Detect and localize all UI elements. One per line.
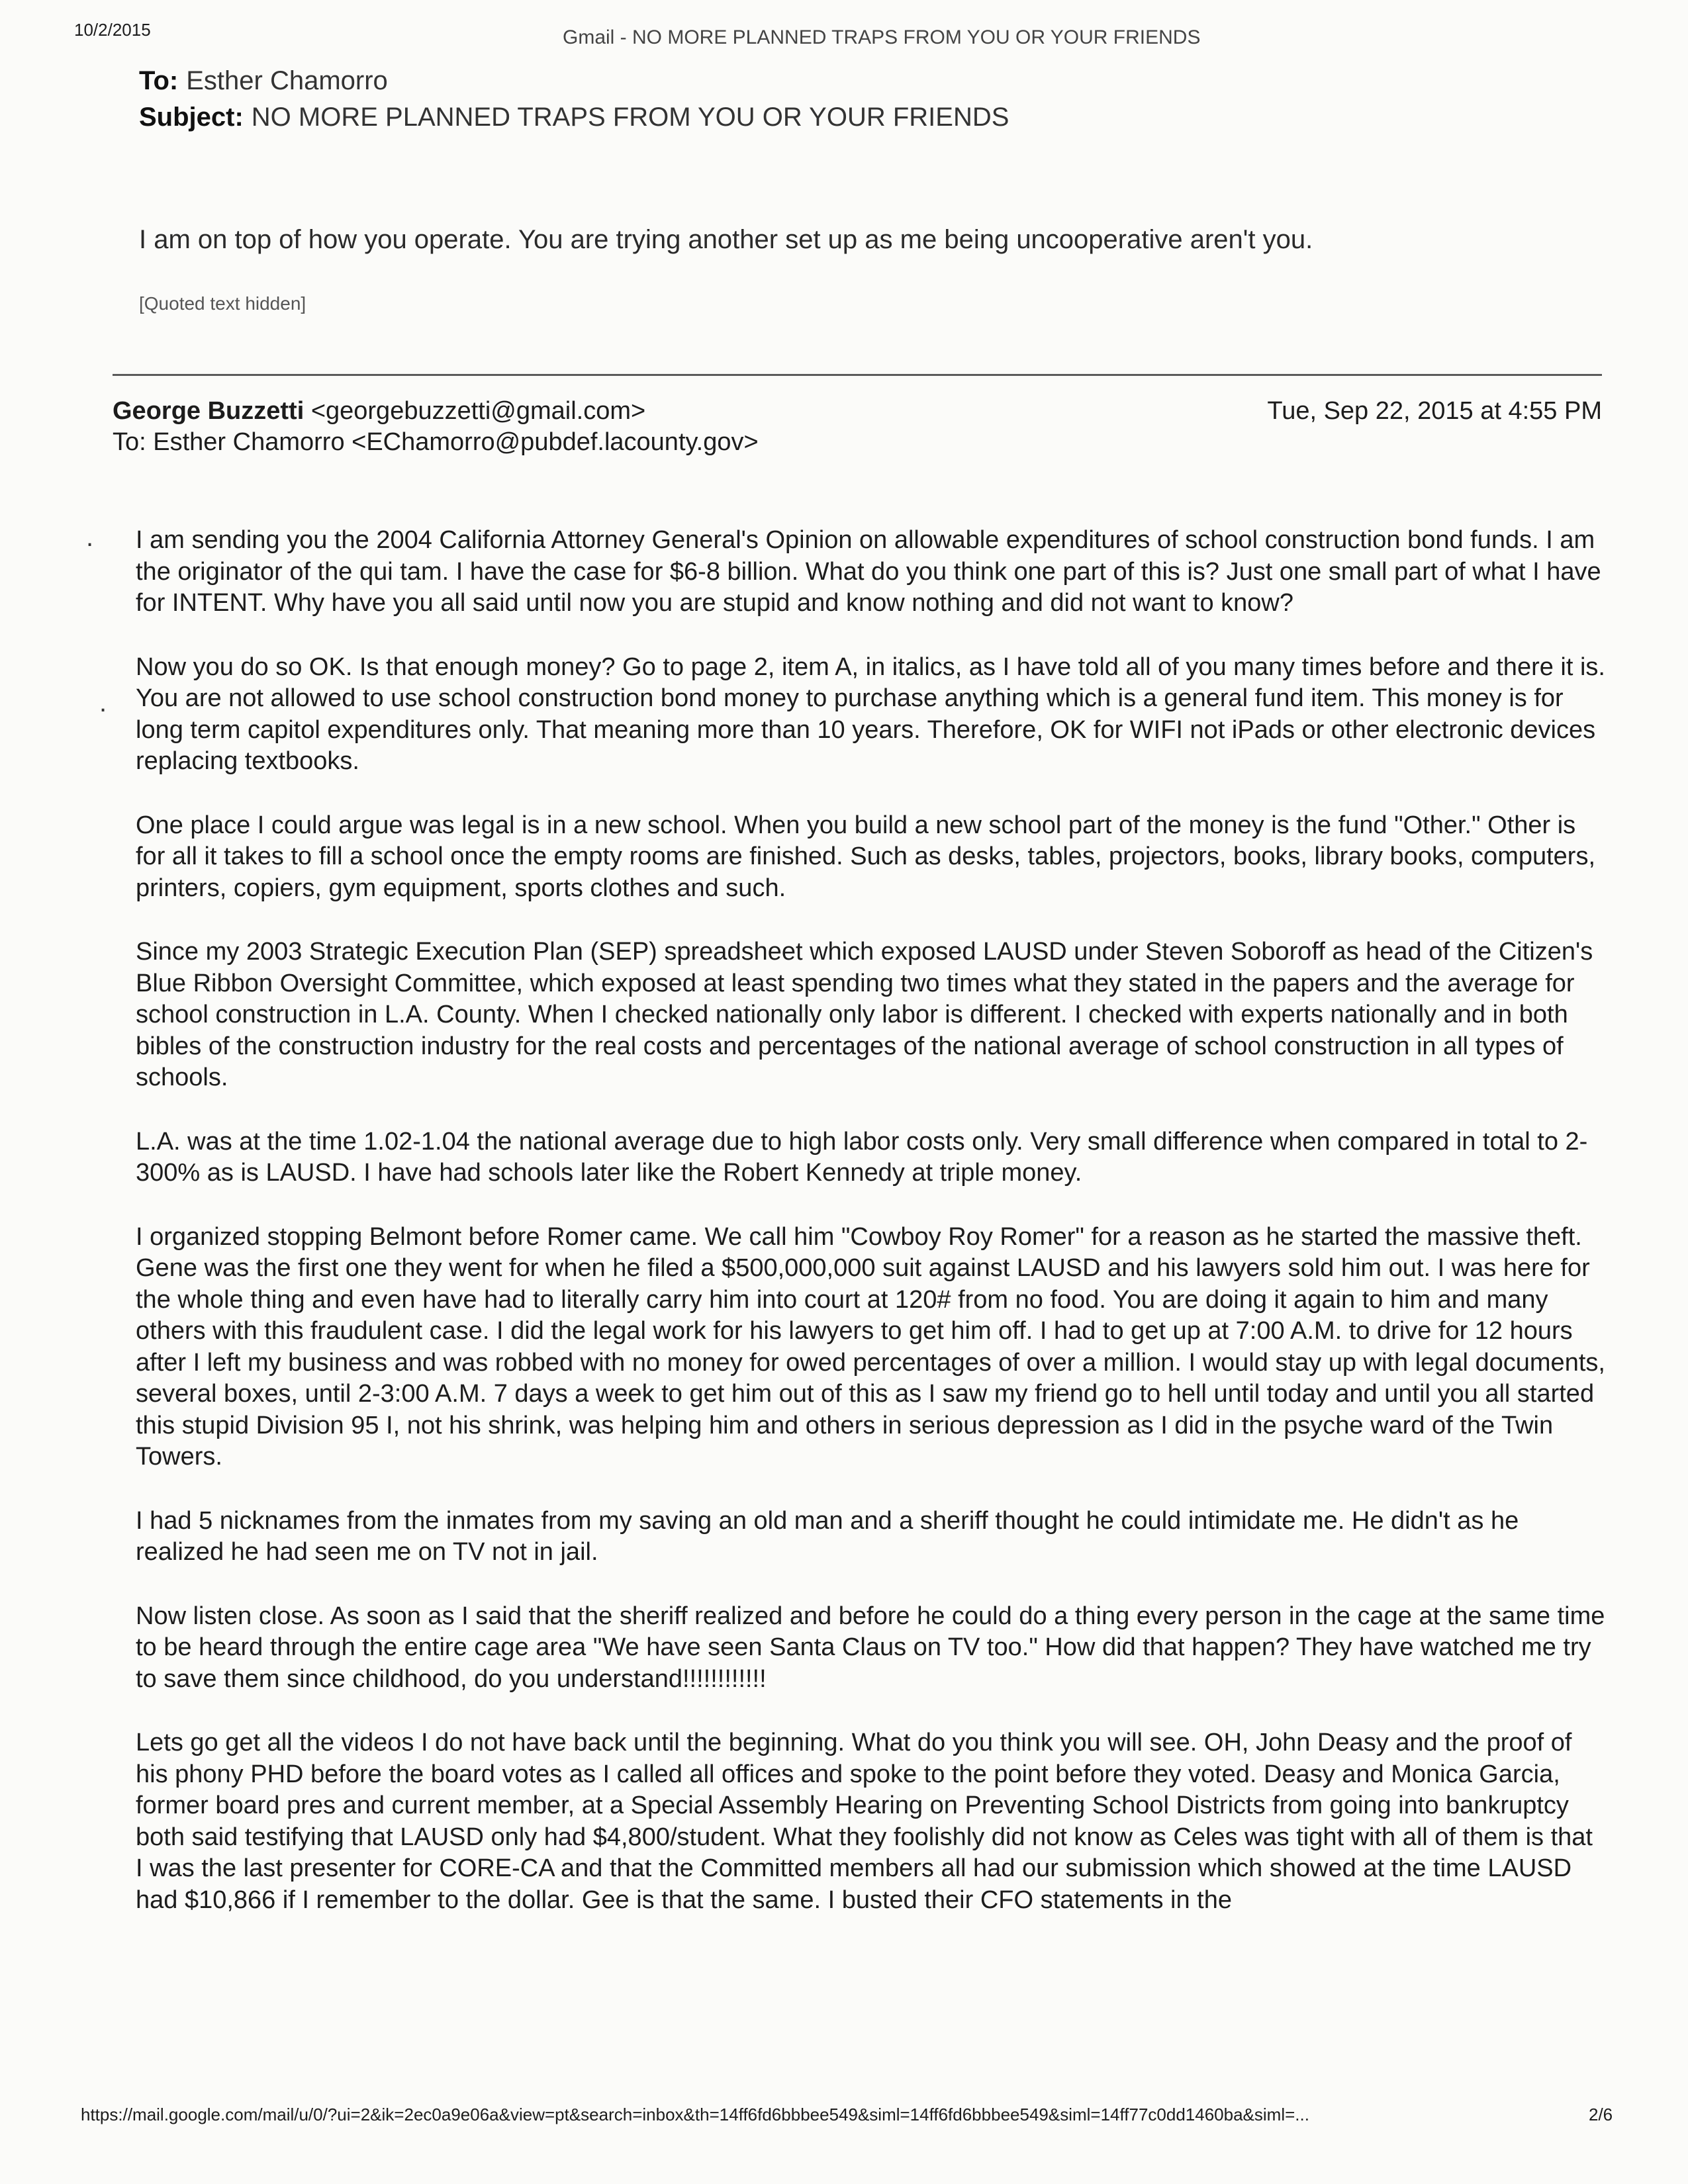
message-paragraph: Now you do so OK. Is that enough money? Go to page 2, item A, in italics, as I have told all of you many times before and there it is. You are not allowed to use school construction bond money to purchase anything which is a general fund item. This money is for long term capitol expenditures only. That meaning more than 10 years. Therefore, OK for WIFI not iPads or other electronic devices replacing textbooks.	[136, 653, 1605, 775]
message-paragraph: Since my 2003 Strategic Execution Plan (SEP) spreadsheet which exposed LAUSD under Steven Soboroff as head of the Citizen's Blue Ribbon Oversight Committee, which exposed at least spending two times what they stated in the papers and the average for school construction in L.A. County. When I checked nationally only labor is different. I checked with experts nationally and in both bibles of the construction industry for the real costs and percentages of the national average of school construction in all types of schools.	[136, 938, 1593, 1091]
message-paragraph: I organized stopping Belmont before Romer came. We call him "Cowboy Roy Romer" for a reason as he started the massive theft. Gene was the first one they went for when he filed a $500,000,000 suit against LAUSD and his lawyers sold him out. I was here for the whole thing and even have had to literally carry him into court at 120# from no food. You are doing it again to him and many others with this fraudulent case. I did the legal work for his lawyers to get him off. I had to get up at 7:00 A.M. to drive for 12 hours after I left my business and was robbed with no money for owed percentages of over a million. I would stay up with legal documents, several boxes, until 2-3:00 A.M. 7 days a week to get him out of this as I saw my friend go to hell until today and until you all started this stupid Division 95 I, not his shrink, was helping him and others in serious depression as I did in the psyche ward of the Twin Towers.	[136, 1222, 1605, 1471]
subject-value: NO MORE PLANNED TRAPS FROM YOU OR YOUR FRIENDS	[251, 103, 1009, 132]
print-page-title: Gmail - NO MORE PLANNED TRAPS FROM YOU OR YOUR FRIENDS	[563, 26, 1201, 48]
print-page-number: 2/6	[1589, 2105, 1613, 2124]
sender-name: George Buzzetti	[113, 397, 305, 425]
message-paragraph: One place I could argue was legal is in a new school. When you build a new school part of the money is the fund "Other." Other is for all it takes to fill a school once the empty rooms are finished. Such as desks, tables, projectors, books, library books, computers, printers, copiers, gym equipment, sports clothes and such.	[136, 811, 1596, 902]
message-paragraph: L.A. was at the time 1.02-1.04 the national average due to high labor costs only. Very small difference when compared in total to 2-300% as is LAUSD. I have had schools later like the Robert Kennedy at triple money.	[136, 1127, 1588, 1187]
to-label: To:	[139, 66, 179, 95]
quoted-text-toggle[interactable]: [Quoted text hidden]	[139, 293, 306, 314]
message-paragraph: Lets go get all the videos I do not have back until the beginning. What do you think you will see. OH, John Deasy and the proof of his phony PHD before the board votes as I called all offices and spoke to the point before they voted. Deasy and Monica Garcia, former board pres and current member, at a Special Assembly Hearing on Preventing School Districts from going into bankruptcy both said testifying that LAUSD only had $4,800/student. What they foolishly did not know as Celes was tight with all of them is that I was the last presenter for CORE-CA and that the Committed members all had our submission which showed at the time LAUSD had $10,866 if I remember to the dollar. Gee is that the same. I busted their CFO statements in the	[136, 1729, 1593, 1914]
message-paragraph: I had 5 nicknames from the inmates from my saving an old man and a sheriff thought he could intimidate me. He didn't as he realized he had seen me on TV not in jail.	[136, 1506, 1519, 1566]
subject-label: Subject:	[139, 103, 244, 132]
print-date: 10/2/2015	[74, 20, 151, 40]
message-paragraph: I am sending you the 2004 California Attorney General's Opinion on allowable expenditures of school construction bond funds. I am the originator of the qui tam. I have the case for $6-8 billion. What do you think one part of this is? Just one small part of what I have for INTENT. Why have you all said until now you are stupid and know nothing and did not want to know?	[136, 526, 1601, 617]
email-to-header	[139, 66, 388, 96]
message-paragraph: Now listen close. As soon as I said that the sheriff realized and before he could do a thing every person in the cage at the same time to be heard through the entire cage area "We have seen Santa Claus on TV too." How did that happen? They have watched me try to save them since childhood, do you understand!!!!!!!!!!!!	[136, 1602, 1605, 1693]
margin-dot: .	[86, 523, 94, 552]
email-subject-header	[139, 103, 1009, 132]
to-value: Esther Chamorro	[186, 66, 388, 95]
second-message-body	[136, 525, 1605, 1948]
first-message-body: I am on top of how you operate. You are trying another set up as me being uncooperative aren't you.	[139, 225, 1313, 254]
message-divider	[113, 374, 1602, 376]
recipient-line: To: Esther Chamorro <EChamorro@pubdef.lacounty.gov>	[113, 428, 759, 456]
margin-dot: .	[99, 688, 107, 717]
sender-email: <georgebuzzetti@gmail.com>	[310, 397, 646, 425]
sender-line	[113, 397, 645, 426]
print-footer-url: https://mail.google.com/mail/u/0/?ui=2&ik=2ec0a9e06a&view=pt&search=inbox&th=14ff6fd6bbbee549&siml=14ff6fd6bbbee549&siml=14ff77c0dd1460ba&siml=...	[81, 2105, 1309, 2124]
message-date: Tue, Sep 22, 2015 at 4:55 PM	[1267, 397, 1602, 425]
